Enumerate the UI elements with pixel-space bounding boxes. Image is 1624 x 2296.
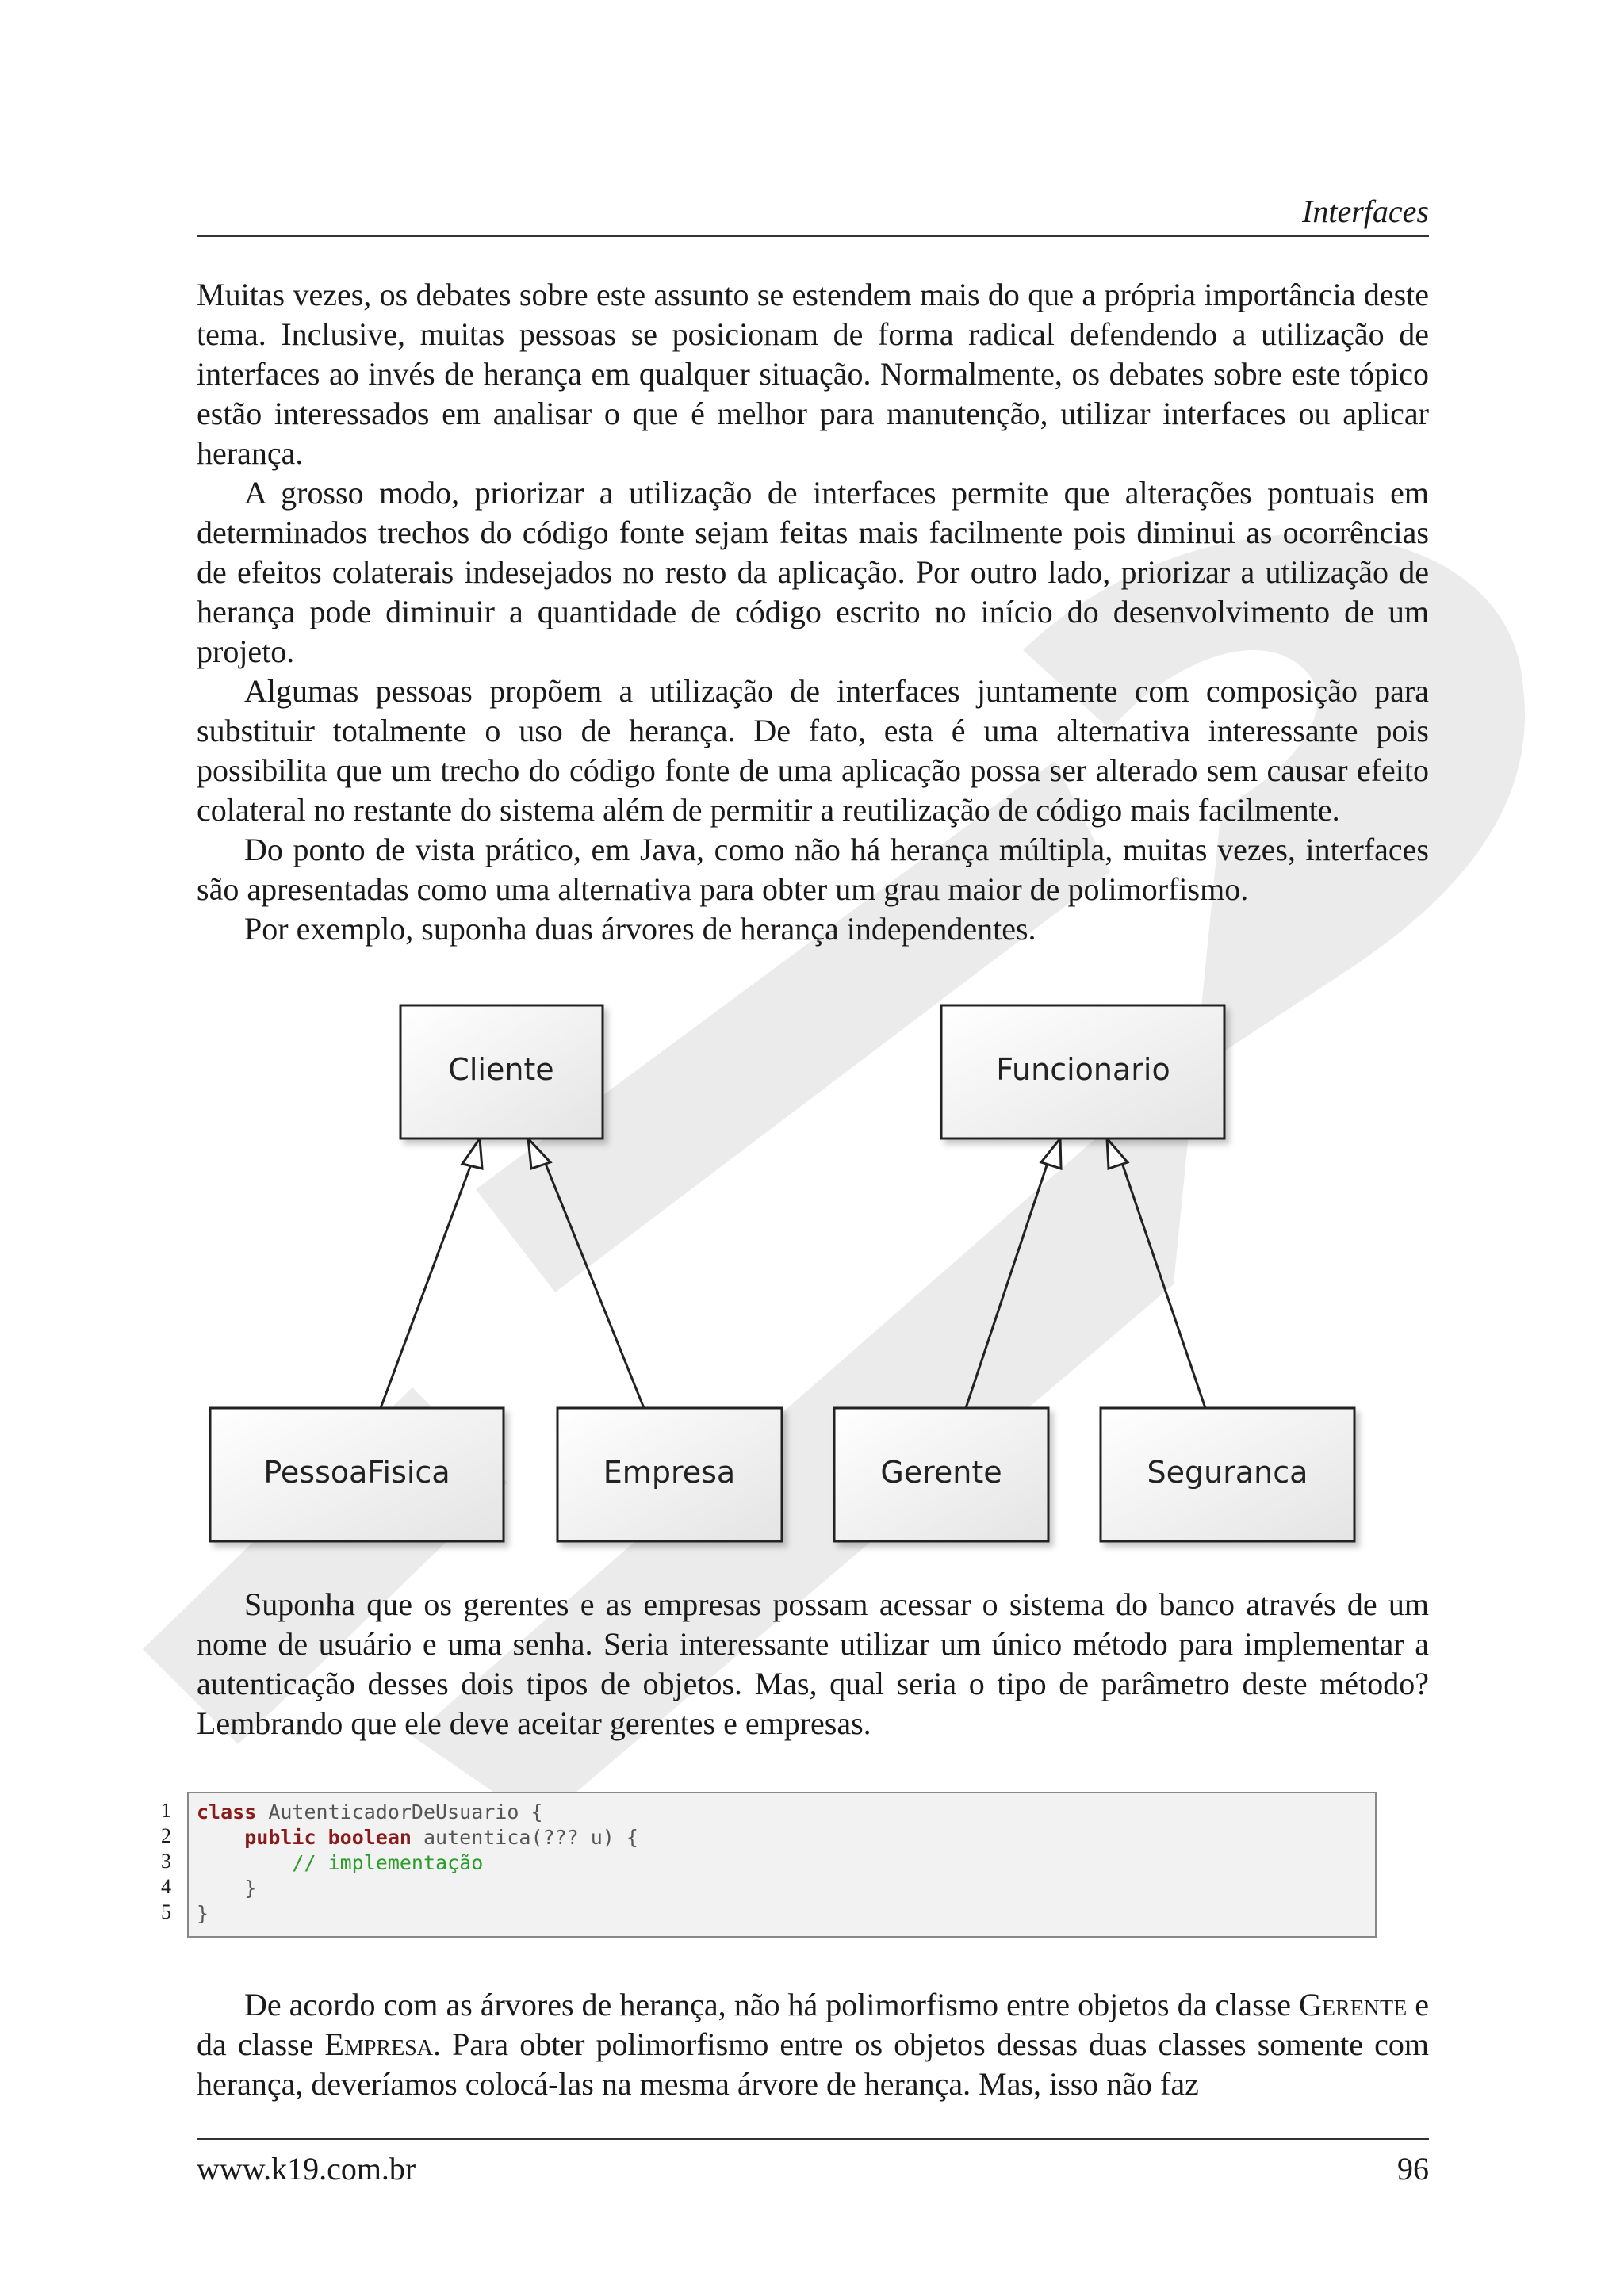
generalization-arrowhead-icon	[1107, 1138, 1128, 1169]
text-run: . Para obter polimorfismo entre os objetos dessas duas classes somente com herança, deveríamos colocá-las na mesma árvore de herança. Mas, isso não faz	[197, 2026, 1430, 2102]
page-header-title: Interfaces	[1302, 193, 1429, 229]
generalization-arrowhead-icon	[528, 1138, 550, 1169]
class-name-inline: Gerente	[1299, 1987, 1408, 2022]
code-text: autentica(??? u) {	[411, 1826, 638, 1849]
inheritance-line	[1120, 1156, 1205, 1408]
text-run: e da classe	[197, 1987, 1429, 2062]
paragraph: A grosso modo, priorizar a utilização de interfaces permite que alterações pontuais em determinados trechos do código fonte sejam feitas mais facilmente pois diminui as ocorrências de efeitos colaterais indesejados no resto da aplicação. Por outro lado, priorizar a utilização de herança pode diminuir a quantidade de código escrito no início do desenvolvimento de um projeto.	[197, 475, 1429, 669]
page-number: 96	[1397, 2151, 1429, 2187]
class-name-empresa: Empresa	[603, 1455, 736, 1490]
inheritance-line	[966, 1156, 1050, 1408]
class-name-seguranca: Seguranca	[1147, 1455, 1308, 1490]
code-text: AutenticadorDeUsuario {	[256, 1800, 543, 1823]
generalization-arrowhead-icon	[462, 1138, 482, 1169]
paragraph: Do ponto de vista prático, em Java, como não há herança múltipla, muitas vezes, interfaces são apresentadas como uma alternativa para obter um grau maior de polimorfismo.	[197, 832, 1429, 907]
class-name-pessoa-fisica: PessoaFisica	[263, 1455, 450, 1490]
class-name-gerente: Gerente	[880, 1455, 1002, 1490]
code-keyword: public	[244, 1826, 316, 1849]
code-line: }	[197, 1877, 257, 1900]
paragraph: Muitas vezes, os debates sobre este assunto se estendem mais do que a própria importância deste tema. Inclusive, muitas pessoas se posicionam de forma radical defendendo a utilização de interfaces ao invés de herança em qualquer situação. Normalmente, os debates sobre este tópico estão interessados em analisar o que é melhor para manutenção, utilizar interfaces ou aplicar herança.	[197, 277, 1429, 471]
class-name-funcionario: Funcionario	[996, 1052, 1170, 1087]
code-keyword: class	[197, 1800, 257, 1823]
line-number: 1	[161, 1799, 171, 1822]
code-line: }	[197, 1902, 209, 1925]
class-name-inline: Empresa	[324, 2026, 433, 2062]
footer-url: www.k19.com.br	[197, 2151, 416, 2187]
code-keyword: boolean	[327, 1826, 412, 1849]
code-comment: // implementação	[292, 1851, 484, 1874]
class-name-cliente: Cliente	[448, 1052, 554, 1087]
line-number: 3	[161, 1850, 171, 1873]
line-number: 5	[161, 1900, 171, 1923]
paragraph: Suponha que os gerentes e as empresas possam acessar o sistema do banco através de um nome de usuário e uma senha. Seria interessante utilizar um único método para implementar a autenticação desses dois tipos de objetos. Mas, qual seria o tipo de parâmetro deste método? Lembrando que ele deve aceitar gerentes e empresas.	[197, 1586, 1429, 1741]
paragraph: Algumas pessoas propõem a utilização de interfaces juntamente com composição para substituir totalmente o uso de herança. De fato, esta é uma alternativa interessante pois possibilita que um trecho do código fonte de uma aplicação possa ser alterado sem causar efeito colateral no restante do sistema além de permitir a reutilização de código mais facilmente.	[197, 673, 1429, 828]
generalization-arrowhead-icon	[1041, 1138, 1061, 1169]
paragraph: Por exemplo, suponha duas árvores de herança independentes.	[244, 911, 1036, 947]
line-number: 4	[161, 1875, 171, 1898]
text-run: De acordo com as árvores de herança, não há polimorfismo entre objetos da classe	[244, 1987, 1299, 2022]
inheritance-line	[542, 1156, 644, 1408]
line-number: 2	[161, 1824, 171, 1847]
inheritance-line	[381, 1156, 474, 1408]
